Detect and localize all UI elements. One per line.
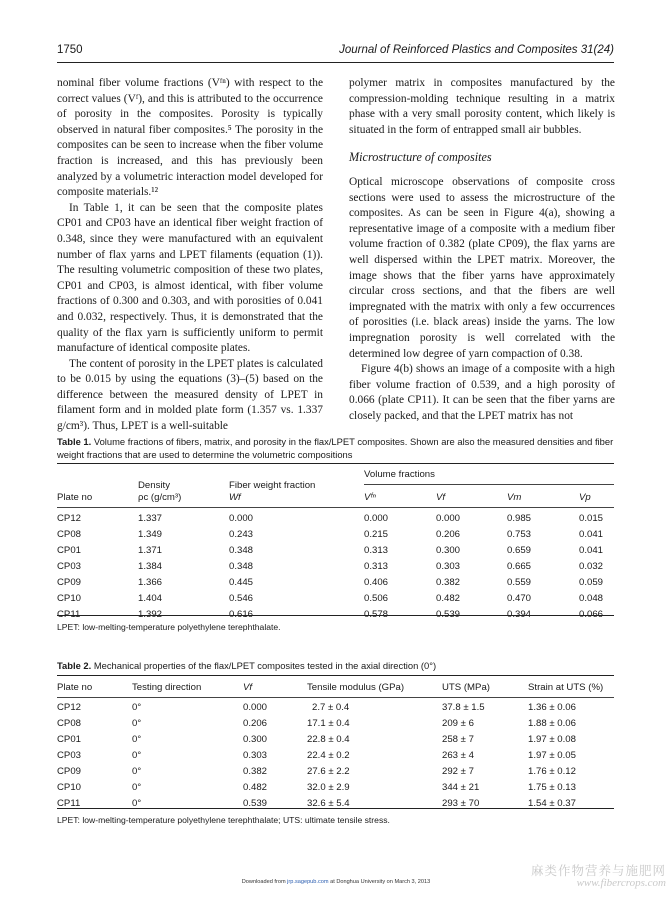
right-column [349, 76, 615, 424]
table1-cell: 0.313 [364, 561, 389, 572]
table1-cell: 1.349 [138, 529, 163, 540]
table2-note: LPET: low-melting-temperature polyethylene terephthalate; UTS: ultimate tensile stress. [57, 815, 390, 825]
page-number: 1750 [57, 44, 83, 56]
table1 [57, 463, 614, 620]
right-paragraph-2: Optical microscope observations of composite cross sections were used to assess the microstructure of the composites. As can be seen in Figure 4(a), showing a representative image of a composite with a medium fiber volume fraction of 0.382 (plate CP09), the flax yarns are well dispersed within the LPET matrix. Moreover, the image shows that the fiber yarns have approximately circular cross sections, and that the fibers are well impregnated with the matrix with only a few occurrences of porosities (i.e. black areas) inside the yarns. The low impregnation porosity is well correlated with the determined low degree of yarn compaction of 0.38. [349, 175, 615, 360]
table1-cell: 0.985 [507, 513, 532, 524]
table1-cell: 0.394 [507, 609, 532, 620]
table1-cell: 1.337 [138, 513, 163, 524]
table1-group-rule [364, 484, 614, 485]
table2-header-direction: Testing direction [132, 682, 202, 693]
table1-cell: 1.366 [138, 577, 163, 588]
right-paragraph-3: Figure 4(b) shows an image of a composite with a high fiber volume fraction of 0.539, and a high porosity of 0.066 (plate CP11). It can be seen that the fiber yarns are closely packed, and that the LPET matrix has not [349, 363, 615, 422]
table2-header-plate: Plate no [57, 682, 93, 693]
table1-cell: 0.348 [229, 545, 254, 556]
table1-cell: 0.506 [364, 593, 389, 604]
table1-cell: 0.313 [364, 545, 389, 556]
table2-cell: CP11 [57, 798, 81, 809]
table2-cell: 0.206 [243, 718, 268, 729]
table1-cell: 0.445 [229, 577, 254, 588]
download-link[interactable]: jrp.sagepub.com [287, 879, 329, 885]
table1-cell: 0.300 [436, 545, 461, 556]
journal-title: Journal of Reinforced Plastics and Composites 31(24) [339, 44, 614, 56]
table1-cell: 0.032 [579, 561, 604, 572]
table2-cell: 0.303 [243, 750, 268, 761]
table1-cell: 0.000 [364, 513, 389, 524]
table2-cell: 0° [132, 798, 142, 809]
table1-cell: 0.616 [229, 609, 254, 620]
table1-cell: 1.404 [138, 593, 163, 604]
table2-cell: 0° [132, 766, 142, 777]
table1-cell: CP01 [57, 545, 81, 556]
table1-cell: CP11 [57, 609, 81, 620]
table1-cell: 0.665 [507, 561, 532, 572]
table2-cell: CP03 [57, 750, 81, 761]
table1-header-vp: Vp [579, 492, 591, 503]
download-suffix: at Donghua University on March 3, 2013 [330, 879, 431, 885]
table2-caption [57, 659, 614, 672]
table2-cell: 17.1 ± 0.4 [307, 718, 350, 729]
table1-note: LPET: low-melting-temperature polyethylene terephthalate. [57, 622, 281, 632]
table1-cell: 0.546 [229, 593, 254, 604]
table2-header-uts: UTS (MPa) [442, 682, 490, 693]
table1-group-header: Volume fractions [364, 469, 435, 480]
table1-cell: CP09 [57, 577, 81, 588]
table2-cell: 1.88 ± 0.06 [528, 718, 576, 729]
table2-cell: 22.8 ± 0.4 [307, 734, 350, 745]
table2-cell: 0.300 [243, 734, 268, 745]
table2-cell: CP09 [57, 766, 81, 777]
table2-cell: CP08 [57, 718, 81, 729]
table2-header-rule [57, 697, 614, 698]
running-header [57, 44, 614, 60]
table2-cell: 22.4 ± 0.2 [307, 750, 350, 761]
table2-header-strain: Strain at UTS (%) [528, 682, 604, 693]
table1-cell: 0.048 [579, 593, 604, 604]
table2-cell: 263 ± 4 [442, 750, 474, 761]
table2-cell: 209 ± 6 [442, 718, 474, 729]
table1-cell: 0.000 [436, 513, 461, 524]
table2-cell: 32.0 ± 2.9 [307, 782, 350, 793]
table1-cell: 0.041 [579, 529, 604, 540]
table2 [57, 675, 614, 809]
table1-header-density-unit: ρc (g/cm³) [138, 492, 182, 503]
table1-header-wf: Wf [229, 492, 241, 503]
table2-cell: CP10 [57, 782, 81, 793]
table1-header-vf: Vf [436, 492, 446, 503]
table2-cell: 0° [132, 734, 142, 745]
table2-cell: 0.382 [243, 766, 268, 777]
table2-cell: 0° [132, 782, 142, 793]
table1-cell: CP03 [57, 561, 81, 572]
table1-cell: 0.243 [229, 529, 254, 540]
table1-cell: CP08 [57, 529, 81, 540]
table2-header-vf: Vf [243, 682, 253, 693]
table1-header-weight: Fiber weight fraction [229, 480, 316, 491]
table1-bottom-rule [57, 615, 614, 616]
table2-caption-text: Mechanical properties of the flax/LPET composites tested in the axial direction (0°) [93, 660, 437, 671]
table2-cell: 0° [132, 750, 142, 761]
section-title: Microstructure of composites [349, 150, 492, 165]
watermark-cn: 麻类作物营养与施肥网 [530, 863, 666, 878]
table1-cell: 0.041 [579, 545, 604, 556]
table2-bottom-rule [57, 808, 614, 809]
table1-cell: 0.482 [436, 593, 461, 604]
table2-cell: 1.97 ± 0.08 [528, 734, 576, 745]
table1-cell: CP10 [57, 593, 81, 604]
table1-label: Table 1. [57, 436, 92, 447]
table2-cell: 27.6 ± 2.2 [307, 766, 350, 777]
table2-label: Table 2. [57, 660, 92, 671]
table1-cell: 0.559 [507, 577, 532, 588]
left-column [57, 76, 323, 435]
table2-cell: 0.000 [243, 702, 268, 713]
watermark [531, 865, 666, 889]
table1-cell: 0.753 [507, 529, 532, 540]
download-prefix: Downloaded from [241, 879, 286, 885]
table2-cell: 1.76 ± 0.12 [528, 766, 576, 777]
table1-cell: 0.470 [507, 593, 532, 604]
left-paragraph-2: In Table 1, it can be seen that the composite plates CP01 and CP03 have an identical fiber weight fraction of 0.348, since they were manufactured with an equivalent number of flax yarns and LPET filaments (equation (1)). The resulting volumetric composition of these two plates, CP01 and CP03, is almost identical, with fiber volume fractions of 0.300 and 0.303, and with porosities of 0.041 and 0.032, respectively. Thus, it is demonstrated that the quality of the flax yarn is sufficiently uniform to permit manufacture of identical composite plates. [57, 201, 323, 355]
table2-cell: 37.8 ± 1.5 [442, 702, 485, 713]
table1-cell: 0.000 [229, 513, 254, 524]
table1-cell: 0.659 [507, 545, 532, 556]
table2-cell: 1.75 ± 0.13 [528, 782, 576, 793]
table1-cell: 0.215 [364, 529, 389, 540]
table1-header-density: Density [138, 480, 170, 491]
table2-cell: CP01 [57, 734, 81, 745]
watermark-url: www.fibercrops.com [576, 877, 666, 889]
table2-cell: 0° [132, 702, 142, 713]
table2-cell: 1.54 ± 0.37 [528, 798, 576, 809]
table2-cell: 0° [132, 718, 142, 729]
table1-caption [57, 435, 614, 461]
table1-cell: 0.406 [364, 577, 389, 588]
table2-cell: 344 ± 21 [442, 782, 480, 793]
table2-cell: 258 ± 7 [442, 734, 474, 745]
table2-cell: 0.539 [243, 798, 268, 809]
table2-cell: 293 ± 70 [442, 798, 480, 809]
table1-header-vfn: Vᶠⁿ [364, 492, 376, 503]
table2-cell: 292 ± 7 [442, 766, 474, 777]
table1-header-rule [57, 507, 614, 508]
table1-header-plate: Plate no [57, 492, 93, 503]
table1-cell: 1.384 [138, 561, 163, 572]
table1-cell: 0.578 [364, 609, 389, 620]
table2-cell: 2.7 ± 0.4 [312, 702, 350, 713]
table2-cell: 1.36 ± 0.06 [528, 702, 576, 713]
table1-header-vm: Vm [507, 492, 522, 503]
table1-cell: 1.392 [138, 609, 163, 620]
table1-cell: 0.059 [579, 577, 604, 588]
table2-cell: 32.6 ± 5.4 [307, 798, 350, 809]
table1-cell: 0.348 [229, 561, 254, 572]
table1-cell: 0.015 [579, 513, 604, 524]
table2-cell: CP12 [57, 702, 81, 713]
table1-cell: CP12 [57, 513, 81, 524]
left-paragraph-3: The content of porosity in the LPET plates is calculated to be 0.015 by using the equations (3)–(5) based on the difference between the measured density of LPET in filament form and in molded plate form (1.357 vs. 1.337 g/cm³). Thus, LPET is a well-suitable [57, 357, 323, 433]
left-paragraph-1: nominal fiber volume fractions (Vᶠⁿ) with respect to the correct values (Vᶠ), and this is attributed to the occurrence of porosity in the composites. Porosity is typically observed in natural fiber composites.⁵ The porosity in the composites can be seen to increase when the fiber volume fraction is increased, and this has previously been analyzed by a volumetric interaction model developed for composite materials.¹² [57, 77, 323, 199]
table1-cell: 0.303 [436, 561, 461, 572]
header-rule [57, 62, 614, 63]
table2-cell: 0.482 [243, 782, 268, 793]
table2-cell: 1.97 ± 0.05 [528, 750, 576, 761]
table1-cell: 0.382 [436, 577, 461, 588]
table1-cell: 0.539 [436, 609, 461, 620]
right-paragraph-1: polymer matrix in composites manufactured by the compression-molding technique resulting in a matrix phase with a very small porosity content, which likely is situated in the form of entrapped small air bubbles. [349, 77, 615, 136]
table1-cell: 0.206 [436, 529, 461, 540]
table1-caption-text: Volume fractions of fibers, matrix, and porosity in the flax/LPET composites. Shown are also the measured densities and fiber weight fractions that are used to determine the volumetric compositions [57, 436, 614, 460]
table1-cell: 0.066 [579, 609, 604, 620]
table1-cell: 1.371 [138, 545, 163, 556]
table2-header-modulus: Tensile modulus (GPa) [307, 682, 405, 693]
